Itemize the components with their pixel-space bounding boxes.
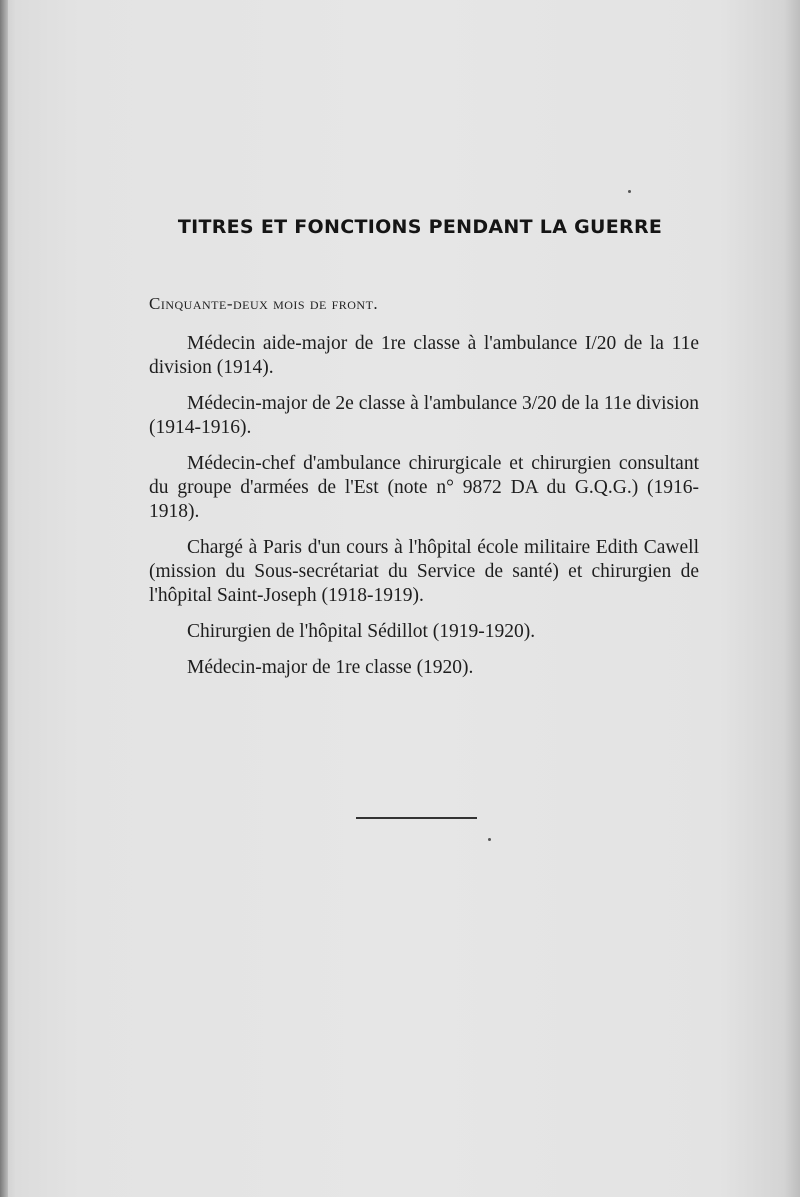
section-heading: Cinquante-deux mois de front. — [149, 294, 379, 313]
entry-item: Chargé à Paris d'un cours à l'hôpital école militaire Edith Cawell (mission du Sous-secrétariat du Service de santé) et chirurgien de l'hôpital Saint-Joseph (1918-1919). — [149, 537, 699, 606]
entry-item: Médecin-chef d'ambulance chirurgicale et chirurgien consultant du groupe d'armées de l'Est (note n° 9872 DA du G.Q.G.) (1916-1918). — [149, 453, 699, 522]
entry-item: Médecin-major de 1re classe (1920). — [187, 657, 474, 678]
entry-list — [149, 332, 699, 692]
entry-item: Médecin-major de 2e classe à l'ambulance 3/20 de la 11e division (1914-1916). — [149, 393, 699, 438]
entry-item: Médecin aide-major de 1re classe à l'ambulance I/20 de la 11e division (1914). — [149, 333, 699, 378]
closing-rule — [356, 817, 477, 819]
page-spine-shadow — [0, 0, 8, 1197]
entry-item: Chirurgien de l'hôpital Sédillot (1919-1920). — [187, 621, 536, 642]
paper-speck — [628, 190, 631, 193]
paper-speck — [488, 838, 491, 841]
page-title: TITRES ET FONCTIONS PENDANT LA GUERRE — [177, 216, 663, 238]
